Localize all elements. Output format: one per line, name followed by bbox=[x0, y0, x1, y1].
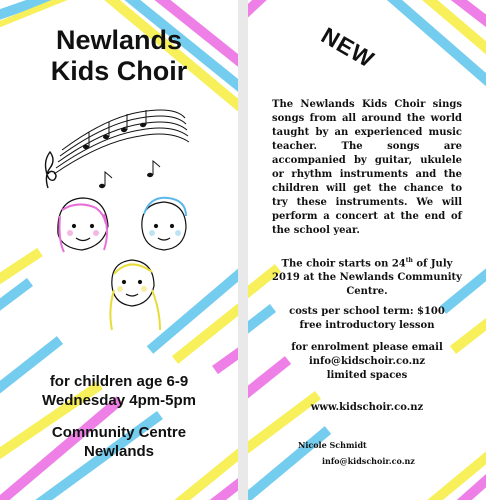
age-info: for children age 6-9 bbox=[49, 373, 189, 390]
cost-line1: costs per school term: $100 bbox=[289, 306, 445, 317]
boy-face-icon bbox=[142, 198, 186, 250]
contact-name: Nicole Schmidt bbox=[298, 440, 367, 450]
contact-email[interactable]: info@kidschoir.co.nz bbox=[322, 456, 415, 466]
music-notes-icon bbox=[83, 110, 160, 188]
girl-braids-face-icon bbox=[110, 260, 160, 330]
choir-illustration bbox=[0, 0, 238, 360]
cost-line2: free introductory lesson bbox=[299, 320, 435, 331]
front-panel bbox=[0, 0, 238, 500]
choir-description: The Newlands Kids Choir sings songs from all around the world taught by an experienced music teacher. The songs are accompanied by guitar, ukulele or rhythm instruments and the children will get the chance to try these instruments. We will perform a concert at the end of the school year. bbox=[272, 99, 462, 236]
new-label: NEW bbox=[317, 22, 380, 73]
website-link[interactable]: www.kidschoir.co.nz bbox=[310, 402, 424, 413]
time-info: Wednesday 4pm-5pm bbox=[42, 392, 196, 409]
treble-clef-icon bbox=[46, 152, 57, 188]
limited-spaces: limited spaces bbox=[326, 370, 408, 381]
enrolment-email[interactable]: info@kidschoir.co.nz bbox=[308, 356, 426, 367]
info-panel bbox=[248, 0, 486, 500]
venue-line2: Newlands bbox=[83, 443, 155, 460]
choir-title-line2: Kids Choir bbox=[50, 56, 188, 86]
choir-title-line1: Newlands bbox=[55, 25, 183, 55]
venue-line1: Community Centre bbox=[51, 424, 187, 441]
decorative-stripes bbox=[248, 0, 486, 500]
enrolment-line1: for enrolment please email bbox=[291, 342, 443, 353]
start-date-info: The choir starts on 24th of July 2019 at the Newlands Community Centre. bbox=[272, 257, 462, 298]
girl-face-icon bbox=[58, 198, 108, 252]
